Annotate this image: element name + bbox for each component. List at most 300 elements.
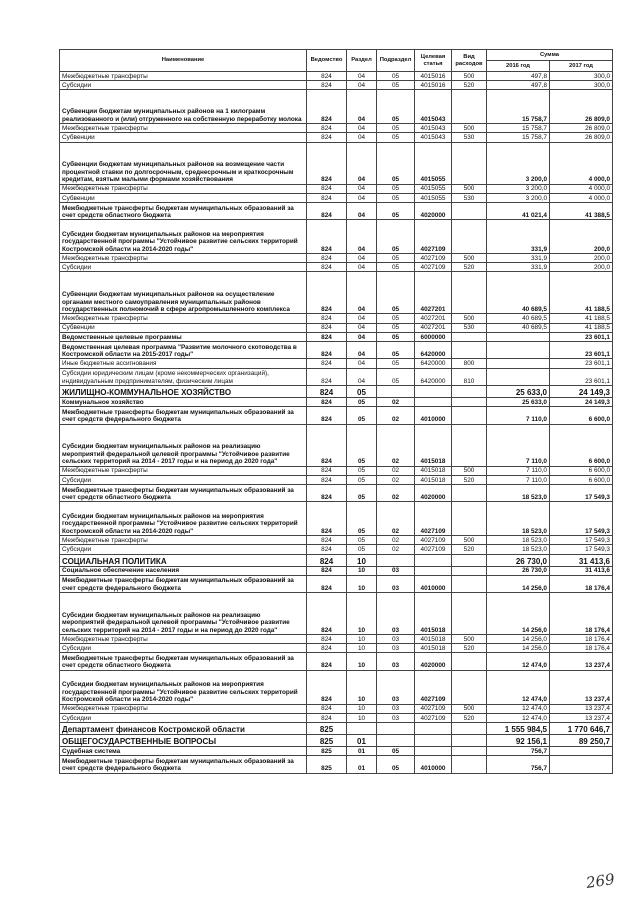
cell-2016: 7 110,0 [487, 424, 550, 466]
cell-name: Межбюджетные трансферты [60, 254, 307, 263]
header-vedomstvo: Ведомство [307, 50, 347, 72]
cell-2017: 17 549,3 [550, 545, 613, 554]
cell-razdel: 10 [347, 593, 377, 635]
cell-podrazdel: 05 [377, 314, 415, 323]
cell-2017: 41 188,5 [550, 314, 613, 323]
cell-statya: 4015018 [415, 593, 452, 635]
cell-2016: 756,7 [487, 756, 550, 773]
cell-vid [452, 90, 487, 124]
cell-vedomstvo: 824 [307, 554, 347, 566]
cell-razdel: 04 [347, 272, 377, 314]
cell-podrazdel: 03 [377, 644, 415, 653]
cell-podrazdel: 02 [377, 466, 415, 475]
cell-podrazdel: 05 [377, 323, 415, 332]
cell-name: Коммунальное хозяйство [60, 398, 307, 407]
table-row [60, 747, 613, 756]
cell-2017 [550, 756, 613, 773]
cell-name: Межбюджетные трансферты бюджетам муниципальных образований за счет средств областного бюджета [60, 202, 307, 219]
cell-statya: 6420000 [415, 359, 452, 368]
cell-2017: 13 237,4 [550, 713, 613, 722]
cell-2017: 23 601,1 [550, 342, 613, 359]
cell-2016: 40 689,5 [487, 314, 550, 323]
cell-razdel: 04 [347, 142, 377, 184]
table-row [60, 593, 613, 635]
table-row [60, 554, 613, 566]
cell-vid: 500 [452, 184, 487, 193]
cell-podrazdel [377, 554, 415, 566]
cell-statya: 4010000 [415, 756, 452, 773]
cell-statya: 4027109 [415, 536, 452, 545]
cell-name: Субсидии [60, 713, 307, 722]
cell-vid: 810 [452, 368, 487, 385]
cell-vid [452, 424, 487, 466]
cell-razdel: 10 [347, 575, 377, 592]
cell-vedomstvo: 824 [307, 314, 347, 323]
cell-vedomstvo: 824 [307, 398, 347, 407]
cell-2016: 14 256,0 [487, 635, 550, 644]
cell-2016: 7 110,0 [487, 407, 550, 424]
cell-2016: 40 689,5 [487, 272, 550, 314]
cell-name: Субсидии [60, 475, 307, 484]
cell-2017: 17 549,3 [550, 536, 613, 545]
cell-vid [452, 723, 487, 735]
cell-vedomstvo: 825 [307, 723, 347, 735]
cell-vedomstvo: 824 [307, 193, 347, 202]
table-row [60, 202, 613, 219]
table-row [60, 407, 613, 424]
page-number: 269 [584, 870, 616, 892]
cell-name: Субсидии бюджетам муниципальных районов на мероприятия государственной программы "Устойчивое развитие сельских территорий Костромской области на 2014-2020 годы" [60, 670, 307, 704]
cell-razdel: 04 [347, 368, 377, 385]
cell-vedomstvo: 824 [307, 72, 347, 81]
cell-name: Межбюджетные трансферты [60, 72, 307, 81]
cell-statya: 4015018 [415, 635, 452, 644]
cell-vid [452, 342, 487, 359]
table-row [60, 254, 613, 263]
cell-podrazdel [377, 386, 415, 398]
cell-2017: 26 809,0 [550, 124, 613, 133]
table-row [60, 314, 613, 323]
cell-vedomstvo: 824 [307, 475, 347, 484]
cell-vedomstvo: 824 [307, 90, 347, 124]
cell-vedomstvo: 824 [307, 593, 347, 635]
cell-razdel: 05 [347, 502, 377, 536]
header-vid: Вид расходов [452, 50, 487, 72]
cell-podrazdel: 05 [377, 220, 415, 254]
cell-2016: 331,9 [487, 254, 550, 263]
cell-vid: 530 [452, 323, 487, 332]
table-row [60, 342, 613, 359]
table-row [60, 368, 613, 385]
cell-2016: 92 156,1 [487, 735, 550, 747]
cell-name: Межбюджетные трансферты [60, 124, 307, 133]
cell-podrazdel: 05 [377, 332, 415, 341]
table-row [60, 72, 613, 81]
cell-podrazdel: 05 [377, 193, 415, 202]
cell-2017: 200,0 [550, 220, 613, 254]
cell-podrazdel: 05 [377, 184, 415, 193]
table-row [60, 398, 613, 407]
cell-vid [452, 386, 487, 398]
cell-vedomstvo: 824 [307, 670, 347, 704]
table-row [60, 466, 613, 475]
cell-name: Субвенции бюджетам муниципальных районов на 1 килограмм реализованного и (или) отгруженного на собственную переработку молока [60, 90, 307, 124]
cell-2017: 89 250,7 [550, 735, 613, 747]
cell-statya: 4027109 [415, 670, 452, 704]
header-name: Наименование [60, 50, 307, 72]
cell-razdel: 05 [347, 484, 377, 501]
cell-vedomstvo: 824 [307, 566, 347, 575]
table-row [60, 484, 613, 501]
cell-vid [452, 747, 487, 756]
cell-podrazdel: 03 [377, 635, 415, 644]
cell-statya: 4020000 [415, 653, 452, 670]
cell-podrazdel: 05 [377, 72, 415, 81]
header-statya: Целевая статья [415, 50, 452, 72]
cell-name: Субсидии [60, 81, 307, 90]
cell-vid: 500 [452, 72, 487, 81]
table-row [60, 332, 613, 341]
cell-2016: 15 758,7 [487, 124, 550, 133]
cell-vid: 500 [452, 466, 487, 475]
cell-2016 [487, 342, 550, 359]
cell-name: Субсидии юридическим лицам (кроме некоммерческих организаций), индивидуальным предпринимателям, физическим лицам [60, 368, 307, 385]
cell-vedomstvo: 824 [307, 653, 347, 670]
table-body [60, 72, 613, 774]
cell-2016: 15 758,7 [487, 133, 550, 142]
table-row [60, 704, 613, 713]
cell-statya [415, 386, 452, 398]
cell-razdel: 04 [347, 220, 377, 254]
cell-vedomstvo: 824 [307, 575, 347, 592]
cell-statya: 4027109 [415, 502, 452, 536]
header-razdel: Раздел [347, 50, 377, 72]
cell-statya: 4027109 [415, 220, 452, 254]
cell-statya: 4027201 [415, 323, 452, 332]
cell-name: Межбюджетные трансферты бюджетам муниципальных образований за счет средств областного бюджета [60, 484, 307, 501]
cell-podrazdel: 03 [377, 575, 415, 592]
cell-2017: 23 601,1 [550, 368, 613, 385]
cell-vid [452, 332, 487, 341]
cell-name: Субвенции бюджетам муниципальных районов на осуществление органами местного самоуправления муниципальных районов государственных полномочий в сфере агропромышленного комплекса [60, 272, 307, 314]
cell-razdel: 04 [347, 72, 377, 81]
cell-name: Межбюджетные трансферты [60, 536, 307, 545]
cell-2016: 40 689,5 [487, 323, 550, 332]
cell-2017: 18 176,4 [550, 593, 613, 635]
cell-razdel: 01 [347, 756, 377, 773]
cell-razdel: 04 [347, 359, 377, 368]
cell-2017: 13 237,4 [550, 704, 613, 713]
cell-statya: 4015055 [415, 142, 452, 184]
table-row [60, 635, 613, 644]
table-row [60, 272, 613, 314]
cell-podrazdel [377, 735, 415, 747]
table-row [60, 142, 613, 184]
cell-razdel: 05 [347, 545, 377, 554]
table-row [60, 653, 613, 670]
cell-vid: 520 [452, 545, 487, 554]
cell-vedomstvo: 824 [307, 342, 347, 359]
cell-vedomstvo: 824 [307, 142, 347, 184]
cell-statya: 4015055 [415, 193, 452, 202]
cell-vedomstvo: 824 [307, 466, 347, 475]
table-row [60, 220, 613, 254]
cell-2016: 14 256,0 [487, 575, 550, 592]
cell-vid [452, 407, 487, 424]
cell-vedomstvo: 824 [307, 502, 347, 536]
table-row [60, 323, 613, 332]
cell-vedomstvo: 824 [307, 484, 347, 501]
cell-2017: 1 770 646,7 [550, 723, 613, 735]
cell-podrazdel: 05 [377, 263, 415, 272]
cell-razdel: 04 [347, 314, 377, 323]
cell-vedomstvo: 824 [307, 272, 347, 314]
cell-statya: 4015018 [415, 466, 452, 475]
cell-2016: 12 474,0 [487, 713, 550, 722]
cell-razdel: 10 [347, 644, 377, 653]
table-row [60, 670, 613, 704]
table-row [60, 575, 613, 592]
cell-vedomstvo: 824 [307, 202, 347, 219]
table-row [60, 424, 613, 466]
cell-2016: 756,7 [487, 747, 550, 756]
cell-2017: 31 413,6 [550, 566, 613, 575]
cell-podrazdel: 03 [377, 566, 415, 575]
cell-vid [452, 566, 487, 575]
table-row [60, 502, 613, 536]
cell-vedomstvo: 824 [307, 263, 347, 272]
cell-podrazdel: 03 [377, 670, 415, 704]
cell-2017: 17 549,3 [550, 484, 613, 501]
table-row [60, 184, 613, 193]
cell-2017: 6 600,0 [550, 475, 613, 484]
cell-vedomstvo: 824 [307, 124, 347, 133]
table-row [60, 735, 613, 747]
cell-name: Межбюджетные трансферты бюджетам муниципальных образований за счет средств федерального бюджета [60, 756, 307, 773]
cell-vid [452, 398, 487, 407]
cell-name: Социальное обеспечение населения [60, 566, 307, 575]
cell-2016: 25 633,0 [487, 386, 550, 398]
cell-vedomstvo: 824 [307, 704, 347, 713]
table-row [60, 566, 613, 575]
table-row [60, 263, 613, 272]
cell-statya: 4010000 [415, 407, 452, 424]
cell-2016: 7 110,0 [487, 466, 550, 475]
cell-2017: 13 237,4 [550, 653, 613, 670]
cell-vid: 500 [452, 254, 487, 263]
cell-name: Иные бюджетные ассигнования [60, 359, 307, 368]
cell-podrazdel: 02 [377, 545, 415, 554]
cell-razdel: 04 [347, 202, 377, 219]
header-2016: 2016 год [487, 61, 550, 72]
cell-razdel: 05 [347, 407, 377, 424]
table-row [60, 536, 613, 545]
cell-statya: 4015043 [415, 133, 452, 142]
cell-2016: 331,9 [487, 220, 550, 254]
cell-statya: 6420000 [415, 368, 452, 385]
cell-2016: 3 200,0 [487, 142, 550, 184]
cell-vid: 530 [452, 133, 487, 142]
cell-razdel: 10 [347, 635, 377, 644]
cell-podrazdel: 05 [377, 124, 415, 133]
cell-vedomstvo: 824 [307, 407, 347, 424]
cell-podrazdel: 02 [377, 407, 415, 424]
cell-vid: 500 [452, 635, 487, 644]
cell-razdel: 10 [347, 670, 377, 704]
table-row [60, 756, 613, 773]
cell-vid [452, 756, 487, 773]
header-2017: 2017 год [550, 61, 613, 72]
cell-statya: 6420000 [415, 342, 452, 359]
cell-statya: 4027201 [415, 314, 452, 323]
cell-2016 [487, 332, 550, 341]
cell-vid: 500 [452, 124, 487, 133]
cell-2016: 12 474,0 [487, 704, 550, 713]
cell-2017: 26 809,0 [550, 90, 613, 124]
cell-name: Ведомственная целевая программа "Развитие молочного скотоводства в Костромской области на 2015-2017 годы" [60, 342, 307, 359]
cell-statya: 4015018 [415, 644, 452, 653]
cell-statya: 4027109 [415, 263, 452, 272]
cell-vid: 520 [452, 475, 487, 484]
cell-statya: 4015043 [415, 90, 452, 124]
cell-name: СОЦИАЛЬНАЯ ПОЛИТИКА [60, 554, 307, 566]
cell-2017: 18 176,4 [550, 635, 613, 644]
cell-vid [452, 484, 487, 501]
cell-vid [452, 142, 487, 184]
cell-razdel: 05 [347, 386, 377, 398]
cell-vid [452, 593, 487, 635]
cell-statya: 4015043 [415, 124, 452, 133]
cell-podrazdel: 05 [377, 359, 415, 368]
table-row [60, 475, 613, 484]
cell-2017 [550, 747, 613, 756]
cell-2017: 17 549,3 [550, 502, 613, 536]
cell-vid: 500 [452, 704, 487, 713]
cell-2016: 14 256,0 [487, 593, 550, 635]
cell-name: Межбюджетные трансферты бюджетам муниципальных образований за счет средств областного бюджета [60, 653, 307, 670]
cell-2017: 6 600,0 [550, 407, 613, 424]
cell-2017: 4 000,0 [550, 184, 613, 193]
cell-2017: 18 176,4 [550, 575, 613, 592]
cell-statya: 4020000 [415, 484, 452, 501]
cell-razdel: 10 [347, 554, 377, 566]
cell-razdel: 05 [347, 424, 377, 466]
cell-razdel: 10 [347, 713, 377, 722]
table-row [60, 386, 613, 398]
cell-name: Субсидии бюджетам муниципальных районов на реализацию мероприятий федеральной целевой программы "Устойчивое развитие сельских территорий на 2014 - 2017 годы и на период до 2020 года" [60, 593, 307, 635]
cell-statya [415, 566, 452, 575]
table-row [60, 545, 613, 554]
cell-statya: 4027109 [415, 545, 452, 554]
cell-2016 [487, 359, 550, 368]
cell-razdel: 04 [347, 332, 377, 341]
cell-podrazdel: 05 [377, 747, 415, 756]
cell-vid [452, 220, 487, 254]
cell-statya [415, 554, 452, 566]
cell-vedomstvo: 824 [307, 424, 347, 466]
cell-name: ЖИЛИЩНО-КОММУНАЛЬНОЕ ХОЗЯЙСТВО [60, 386, 307, 398]
cell-podrazdel: 03 [377, 704, 415, 713]
cell-razdel: 04 [347, 90, 377, 124]
cell-statya: 4027109 [415, 713, 452, 722]
cell-name: Межбюджетные трансферты [60, 466, 307, 475]
cell-razdel: 04 [347, 342, 377, 359]
cell-razdel: 04 [347, 81, 377, 90]
cell-2016: 331,9 [487, 263, 550, 272]
cell-vid [452, 202, 487, 219]
cell-vedomstvo: 824 [307, 545, 347, 554]
table-row [60, 81, 613, 90]
cell-podrazdel: 05 [377, 756, 415, 773]
cell-razdel: 04 [347, 323, 377, 332]
table-header [60, 50, 613, 72]
cell-2016 [487, 368, 550, 385]
cell-razdel: 01 [347, 747, 377, 756]
cell-statya: 6000000 [415, 332, 452, 341]
cell-2016: 26 730,0 [487, 554, 550, 566]
table-row [60, 90, 613, 124]
cell-statya [415, 747, 452, 756]
cell-statya [415, 723, 452, 735]
cell-statya [415, 398, 452, 407]
cell-razdel: 05 [347, 536, 377, 545]
cell-podrazdel: 05 [377, 272, 415, 314]
table-row [60, 723, 613, 735]
cell-razdel: 05 [347, 475, 377, 484]
cell-podrazdel: 05 [377, 133, 415, 142]
cell-2016: 12 474,0 [487, 653, 550, 670]
cell-2017: 300,0 [550, 72, 613, 81]
cell-name: Субсидии бюджетам муниципальных районов на мероприятия государственной программы "Устойчивое развитие сельских территорий Костромской области на 2014-2020 годы" [60, 502, 307, 536]
cell-vid: 520 [452, 81, 487, 90]
cell-name: Субсидии [60, 644, 307, 653]
cell-vid: 530 [452, 193, 487, 202]
cell-name: Субвенции [60, 193, 307, 202]
cell-vid [452, 670, 487, 704]
cell-2016: 1 555 984,5 [487, 723, 550, 735]
cell-2016: 26 730,0 [487, 566, 550, 575]
cell-vid [452, 554, 487, 566]
cell-vedomstvo: 824 [307, 635, 347, 644]
cell-2017: 300,0 [550, 81, 613, 90]
cell-vid: 520 [452, 263, 487, 272]
cell-2017: 26 809,0 [550, 133, 613, 142]
cell-razdel: 10 [347, 704, 377, 713]
cell-name: Межбюджетные трансферты бюджетам муниципальных образований за счет средств федерального бюджета [60, 407, 307, 424]
cell-podrazdel: 05 [377, 81, 415, 90]
table-row [60, 359, 613, 368]
cell-2017: 41 188,5 [550, 272, 613, 314]
cell-razdel: 04 [347, 133, 377, 142]
cell-2016: 18 523,0 [487, 536, 550, 545]
cell-vedomstvo: 824 [307, 368, 347, 385]
cell-2017: 41 188,5 [550, 323, 613, 332]
cell-razdel: 05 [347, 466, 377, 475]
table-row [60, 644, 613, 653]
cell-podrazdel: 03 [377, 713, 415, 722]
budget-table [59, 49, 613, 774]
cell-vid [452, 653, 487, 670]
cell-vedomstvo: 824 [307, 386, 347, 398]
cell-statya: 4027201 [415, 272, 452, 314]
cell-name: Субсидии бюджетам муниципальных районов на реализацию мероприятий федеральной целевой программы "Устойчивое развитие сельских территорий на 2014 - 2017 годы и на период до 2020 года" [60, 424, 307, 466]
cell-vid: 520 [452, 713, 487, 722]
cell-vid: 500 [452, 314, 487, 323]
cell-name: Субвенции [60, 133, 307, 142]
cell-statya: 4015016 [415, 81, 452, 90]
cell-podrazdel: 05 [377, 142, 415, 184]
cell-razdel: 05 [347, 398, 377, 407]
